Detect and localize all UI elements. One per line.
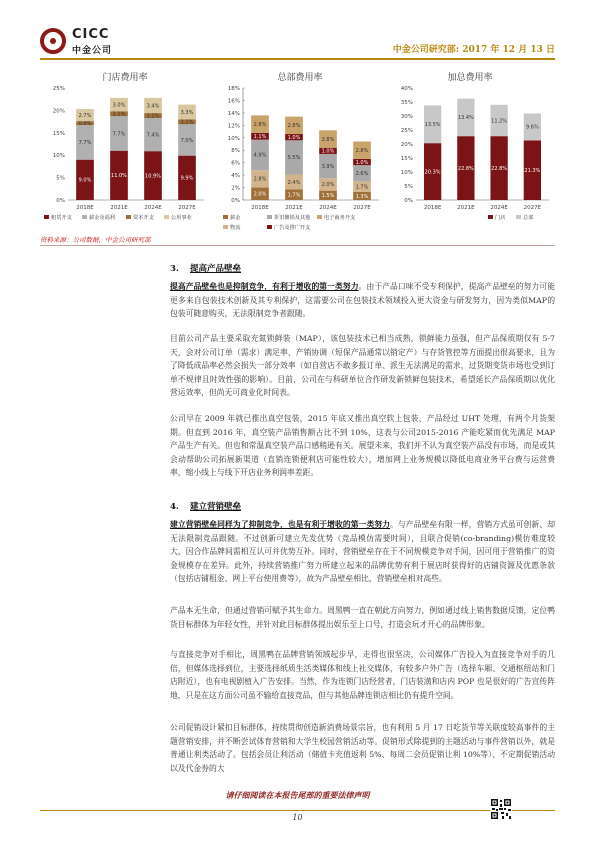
section-4-paragraph-4 bbox=[170, 721, 555, 775]
section-3-paragraph-2 bbox=[170, 332, 555, 400]
x-tick-label: 2024E bbox=[490, 205, 508, 211]
y-tick-label: 0% bbox=[56, 198, 65, 204]
chart-title-store: 门店费用率 bbox=[102, 73, 148, 83]
chart-source: 资料来源：公司数据，中金公司研究部 bbox=[40, 236, 151, 244]
y-tick-label: 2% bbox=[231, 185, 240, 192]
data-label: 20.3% bbox=[424, 169, 441, 176]
chart-total-expense bbox=[388, 82, 555, 230]
data-label: 5.5% bbox=[287, 155, 301, 162]
paragraph-text: 产品本无生命，但通过营销可赋予其生命力。周黑鸭一直在朝此方向努力，例如通过线上销售数据反馈，定位鸭货目标群体为年轻女性，并针对此目标群体提出娱乐至上口号，打造会玩才开心的品牌形象。 bbox=[170, 606, 555, 629]
data-label: 1.5% bbox=[321, 193, 335, 200]
legend-label: 门店 bbox=[495, 215, 506, 221]
data-label: 7.7% bbox=[112, 131, 126, 138]
data-label: 1.0% bbox=[355, 159, 369, 166]
data-label: 1.1% bbox=[146, 113, 160, 120]
section-3-paragraph-3 bbox=[170, 412, 555, 480]
data-label: 13.4% bbox=[457, 115, 474, 122]
section-3-title bbox=[170, 262, 241, 274]
y-tick-label: 25% bbox=[400, 128, 413, 134]
data-label: 2.8% bbox=[287, 123, 301, 130]
y-tick-label: 0% bbox=[231, 198, 240, 204]
data-label: 1.1% bbox=[253, 134, 267, 141]
section-number: 3. bbox=[170, 264, 179, 274]
header-divider bbox=[40, 58, 555, 60]
paragraph-text: 与直接竞争对手相比，周黑鸭在品牌营销领域起步早，走得也很坚决，公司媒体广告投入为直接竞争对手的几倍，但媒体选择到位，主要选择纸质生活类媒体和线上社交媒体，有较多户外广告（选择车厢、交通枢纽站和门店附近），也有电视剧植入广告安排。当然，作为连锁门店经营者，门店装潢和店内 POP 也是很好的广告宣传阵地，只是在这方面公司虽不输给直接竞品，但与其他品牌连锁店相比仍有提升空间。 bbox=[170, 650, 555, 700]
legend-swatch bbox=[223, 225, 228, 229]
y-tick-label: 15% bbox=[52, 130, 65, 137]
data-label: 22.8% bbox=[491, 165, 508, 172]
legend-swatch bbox=[126, 215, 131, 219]
legend-swatch bbox=[516, 215, 521, 219]
y-tick-label: 20% bbox=[52, 108, 65, 115]
legend-label: 资本开支 bbox=[133, 215, 154, 221]
paragraph-lead: 建立营销壁垒同样为了抑制竞争，也是有利于增收的第一类努力 bbox=[170, 520, 391, 529]
data-label: 2.8% bbox=[355, 148, 369, 155]
data-label: 3.4% bbox=[146, 103, 160, 110]
data-label: 0.9% bbox=[78, 120, 92, 127]
paragraph-text: 。与产品壁垒有限一样，营销方式虽可创新、却无法限制竞品跟随。不过创新可建立先发优势（竞品模仿需要时间），且联合促销(co-branding)模仿难度较大，因合作品牌间需相互认可并优势互补。同时，营销壁垒存在于不同规模竞争对手间，因可用于营销推广的资金规模存在差异。此外，持续营销推广努力所建立起来的品牌优势有利于展店时获得好的店铺资源及优惠条款（包括店铺租金、网上平台使用费等），故为产品壁垒相比，营销壁垒相对高些。 bbox=[170, 520, 556, 583]
y-tick-label: 16% bbox=[227, 98, 240, 105]
y-tick-label: 8% bbox=[231, 148, 240, 155]
legend-label: 公用事业 bbox=[171, 215, 192, 221]
section-4-title bbox=[170, 500, 241, 512]
data-label: 4.9% bbox=[253, 152, 267, 159]
data-label: 7.4% bbox=[146, 132, 160, 139]
y-tick-label: 6% bbox=[231, 160, 240, 167]
x-tick-label: 2024E bbox=[144, 205, 162, 211]
legend-swatch bbox=[488, 215, 493, 219]
y-tick-label: 14% bbox=[227, 110, 240, 117]
legend-swatch bbox=[223, 215, 228, 219]
paragraph-text: 公司早在 2009 年就已推出真空包装，2015 年底又推出真空软上包装，产品经过 UHT 处理，有两个月货架期。但直到 2016 年，真空装产品销售额占比不到 10%，这表与公司2015-2016 产能吃紧而优先满足 MAP 产品生产有关。但也和常温真空装产品口感稍逊有关。展望未来，我们并不认为真空装产品没有市场，而是或其会动帮助公司拓展新渠道（直销连锁便利店可能性较大），增加网上业务规模以降低电商业务平台费与运营费率，缩小线上与线下开店业务利润率差距。 bbox=[170, 414, 555, 477]
page-number: 10 bbox=[292, 813, 303, 822]
legend-swatch bbox=[317, 215, 322, 219]
legend-label: 租赁开支 bbox=[51, 215, 72, 221]
legend-swatch bbox=[82, 215, 87, 219]
y-tick-label: 12% bbox=[227, 123, 240, 130]
data-label: 22.8% bbox=[457, 165, 474, 172]
paragraph-lead: 提高产品壁垒也是抑制竞争，有利于增收的第一类努力 bbox=[170, 282, 359, 291]
section-heading: 建立营销壁垒 bbox=[190, 502, 242, 512]
data-label: 3.3% bbox=[180, 109, 194, 116]
data-label: 2.6% bbox=[355, 171, 369, 178]
y-tick-label: 40% bbox=[400, 86, 413, 92]
paragraph-text: 。由于产品口味不受专利保护，提高产品壁垒的努力可能更多来自包装技术创新及其专利保护，这需要公司在包装技术领域投入更大资金与研发努力，因为类似MAP的包装可随意购买，无法限制竞争者跟随。 bbox=[170, 282, 556, 318]
y-tick-label: 4% bbox=[231, 173, 240, 180]
data-label: 1.1% bbox=[180, 119, 194, 126]
chart-title-hq: 总部费用率 bbox=[277, 73, 323, 83]
y-tick-label: 10% bbox=[227, 135, 240, 142]
section-4-paragraph-3 bbox=[170, 648, 555, 702]
data-label: 13.5% bbox=[424, 122, 441, 129]
y-tick-label: 10% bbox=[400, 170, 413, 176]
data-label: 21.3% bbox=[524, 167, 541, 174]
data-label: 2.8% bbox=[321, 136, 335, 143]
section-3-paragraph-1 bbox=[170, 280, 555, 321]
data-label: 2.8% bbox=[253, 121, 267, 128]
data-label: 3.9% bbox=[321, 163, 335, 170]
y-tick-label: 20% bbox=[400, 142, 413, 148]
y-tick-label: 15% bbox=[400, 156, 413, 162]
x-tick-label: 2021E bbox=[285, 205, 303, 211]
y-tick-label: 5% bbox=[56, 175, 65, 182]
chart-title-total: 加总费用率 bbox=[447, 73, 493, 83]
chart-hq-expense bbox=[215, 82, 385, 230]
legend-label: 折旧摊销及其他 bbox=[274, 215, 311, 221]
x-tick-label: 2018E bbox=[76, 205, 94, 211]
legend-swatch bbox=[267, 225, 272, 229]
qr-code-icon bbox=[490, 798, 512, 820]
data-label: 3.0% bbox=[112, 102, 126, 109]
y-tick-label: 35% bbox=[400, 100, 413, 106]
data-label: 11.2% bbox=[491, 118, 508, 125]
y-tick-label: 5% bbox=[404, 184, 413, 190]
y-tick-label: 25% bbox=[52, 86, 65, 92]
x-tick-label: 2027E bbox=[353, 205, 371, 211]
paragraph-text: 公司促销设计紧扣目标群体，持续贯彻创造新消费场景宗旨，也有利用 5 月 17 日吃货节等关联度较高事件的主题营销安排，并不断尝试体育营销和大学生校园营销活动等。促销形式除提到的主题活动与事件营销以外，就是普通让利类活动了。包括会员让利活动（储值卡充值返利 5%、每周二会员促销让利 10%等）、不定期促销活动以及代金券的大 bbox=[170, 723, 555, 773]
x-tick-label: 2018E bbox=[423, 205, 442, 211]
data-label: 1.0% bbox=[321, 148, 335, 155]
cicc-logo-icon bbox=[40, 28, 66, 54]
y-tick-label: 18% bbox=[227, 86, 240, 92]
x-tick-label: 2027E bbox=[523, 205, 542, 211]
data-label: 9.0% bbox=[78, 177, 92, 184]
section-4-paragraph-2 bbox=[170, 604, 555, 631]
chart-store-expense bbox=[40, 82, 210, 230]
data-label: 2.4% bbox=[287, 179, 301, 186]
legend-swatch bbox=[267, 215, 272, 219]
legend-label: 总部 bbox=[523, 215, 534, 221]
data-label: 1.1% bbox=[112, 111, 126, 118]
data-label: 2.7% bbox=[78, 112, 92, 119]
data-label: 2.0% bbox=[321, 182, 335, 189]
data-label: 2.0% bbox=[253, 191, 267, 198]
source-divider bbox=[40, 245, 555, 246]
data-label: 2.8% bbox=[253, 176, 267, 183]
data-label: 1.7% bbox=[355, 184, 369, 191]
x-tick-label: 2027E bbox=[178, 205, 196, 211]
header-date: 中金公司研究部: 2017 年 12 月 13 日 bbox=[392, 45, 555, 55]
legend-label: 物流 bbox=[230, 225, 241, 230]
legend-swatch bbox=[164, 215, 169, 219]
legal-disclaimer: 请仔细阅读在本报告尾部的重要法律声明 bbox=[225, 790, 370, 800]
paragraph-text: 目前公司产品主要采取充氮锁鲜装（MAP），该包装技术已相当成熟，锁鲜能力虽强，但产品保质期仅有 5-7 天，会对公司订单（需求）满足率、产销协调（短保产品通常以销定产）与存货管控等方面提出很高要求，且为了降低成品率必然会损失一部分效率（如自营店不敢多报订单、派生无法满足的需求，过货期变货市场也受到订单不规律且时效性强的影响）。目前，公司在与科研单位合作研发新锁鲜包装技术，希望延长产品保质期以优化营运效率，但尚无可商业化时间表。 bbox=[170, 334, 555, 397]
y-tick-label: 10% bbox=[52, 153, 65, 160]
data-label: 1.0% bbox=[287, 134, 301, 141]
data-label: 7.7% bbox=[78, 140, 92, 147]
legend-label: 薪金及福利 bbox=[89, 215, 115, 221]
legend-swatch bbox=[44, 215, 49, 219]
footer-divider bbox=[40, 810, 555, 811]
data-label: 7.0% bbox=[180, 137, 194, 144]
y-tick-label: 0% bbox=[404, 198, 413, 204]
data-label: 1.3% bbox=[355, 193, 369, 200]
x-tick-label: 2018E bbox=[251, 205, 269, 211]
section-heading: 提高产品壁垒 bbox=[190, 264, 242, 274]
legend-label: 薪金 bbox=[230, 215, 241, 221]
data-label: 10.9% bbox=[145, 173, 161, 180]
section-number: 4. bbox=[170, 502, 179, 512]
data-label: 1.7% bbox=[287, 192, 301, 199]
logo-text-en: CICC bbox=[72, 27, 110, 42]
section-4-paragraph-1 bbox=[170, 518, 555, 586]
y-tick-label: 30% bbox=[400, 114, 413, 120]
data-label: 9.9% bbox=[180, 175, 194, 182]
data-label: 11.0% bbox=[111, 173, 127, 180]
data-label: 9.6% bbox=[526, 124, 539, 131]
x-tick-label: 2021E bbox=[457, 205, 475, 211]
legend-label: 广告及推广开支 bbox=[274, 225, 311, 230]
x-tick-label: 2021E bbox=[110, 205, 128, 211]
legend-label: 电子商务开支 bbox=[324, 215, 356, 221]
x-tick-label: 2024E bbox=[319, 205, 337, 211]
logo-text-cn: 中金公司 bbox=[72, 46, 113, 56]
